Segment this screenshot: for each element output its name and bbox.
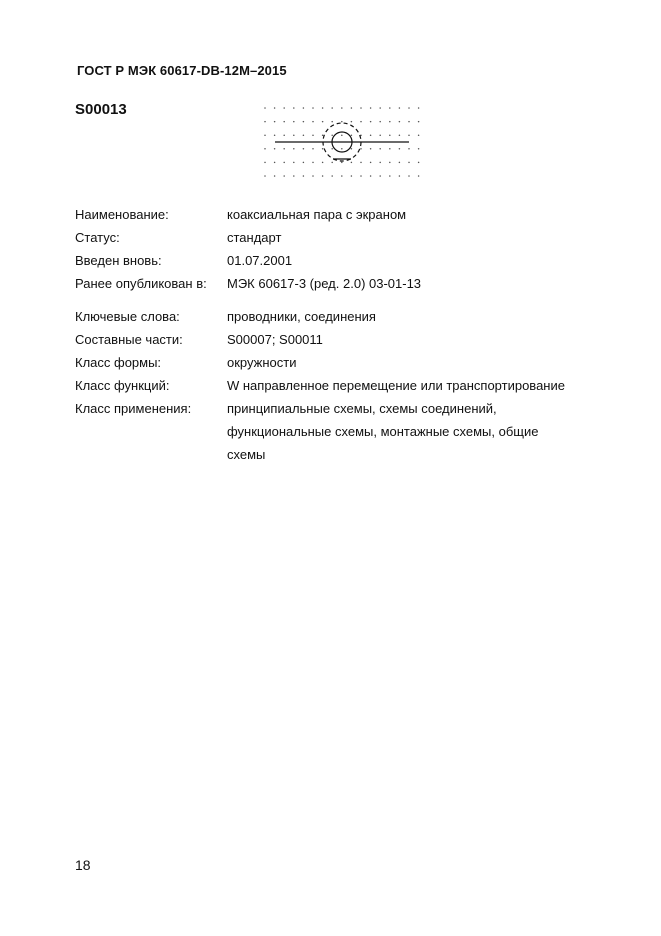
grid-dot	[331, 175, 333, 177]
grid-dot	[360, 162, 362, 164]
grid-dot	[293, 162, 295, 164]
field-label: Класс формы:	[75, 355, 162, 370]
grid-dot	[351, 134, 353, 136]
grid-dot	[322, 162, 324, 164]
grid-dot	[303, 107, 305, 109]
field-value: проводники, соединения	[227, 309, 376, 324]
document-header: ГОСТ Р МЭК 60617-DB-12M–2015	[77, 63, 287, 78]
grid-dot	[264, 121, 266, 123]
grid-dot	[283, 162, 285, 164]
grid-dot	[341, 121, 343, 123]
grid-dot	[351, 107, 353, 109]
grid-dot	[389, 148, 391, 150]
grid-dot	[379, 121, 381, 123]
field-value: 01.07.2001	[227, 253, 293, 268]
grid-dot	[379, 175, 381, 177]
grid-dot	[274, 162, 276, 164]
field-value: S00007; S00011	[227, 332, 323, 347]
grid-dot	[341, 148, 343, 150]
grid-dot	[322, 107, 324, 109]
field-label: Класс функций:	[75, 378, 170, 393]
symbol-code: S00013	[75, 101, 127, 118]
grid-dot	[418, 107, 420, 109]
grid-dot	[399, 107, 401, 109]
field-value: схемы	[227, 447, 266, 462]
grid-dot	[370, 121, 372, 123]
symbol-drawing	[275, 123, 409, 161]
grid-dot	[264, 162, 266, 164]
grid-dot	[274, 121, 276, 123]
grid-dot	[312, 148, 314, 150]
grid-dot	[418, 134, 420, 136]
grid-dot	[389, 107, 391, 109]
grid-dot	[360, 107, 362, 109]
grid-dot	[418, 175, 420, 177]
grid-dot	[283, 175, 285, 177]
grid-dot	[331, 134, 333, 136]
grid-dot	[389, 121, 391, 123]
field-label: Класс применения:	[75, 401, 192, 416]
grid-dot	[399, 162, 401, 164]
grid-dot	[322, 175, 324, 177]
grid-dot	[408, 107, 410, 109]
grid-dot	[408, 148, 410, 150]
field-label: Ключевые слова:	[75, 309, 180, 324]
grid-dot	[408, 134, 410, 136]
field-value: стандарт	[227, 230, 282, 245]
grid-dot	[370, 175, 372, 177]
grid-dot	[418, 162, 420, 164]
grid-dot	[264, 107, 266, 109]
grid-dot	[322, 148, 324, 150]
grid-dot	[370, 148, 372, 150]
grid-dot	[331, 148, 333, 150]
grid-dot	[293, 175, 295, 177]
grid-dot	[322, 134, 324, 136]
grid-dot	[293, 148, 295, 150]
grid-dot	[379, 134, 381, 136]
grid-dot	[341, 134, 343, 136]
grid-dot	[370, 162, 372, 164]
grid-dot	[312, 107, 314, 109]
grid-dot	[283, 148, 285, 150]
grid-dot	[399, 175, 401, 177]
grid-dot	[303, 134, 305, 136]
grid-dot	[351, 162, 353, 164]
grid-dot	[312, 121, 314, 123]
field-value: окружности	[227, 355, 297, 370]
grid-dot	[379, 148, 381, 150]
grid-dot	[389, 134, 391, 136]
grid-dot	[264, 134, 266, 136]
grid-dot	[408, 121, 410, 123]
field-label: Введен вновь:	[75, 253, 162, 268]
grid-dot	[303, 121, 305, 123]
grid-dot	[351, 175, 353, 177]
grid-dot	[274, 107, 276, 109]
grid-dot	[312, 175, 314, 177]
grid-dot	[312, 162, 314, 164]
grid-dot	[379, 107, 381, 109]
grid-dot	[283, 107, 285, 109]
field-label: Составные части:	[75, 332, 183, 347]
grid-dot	[293, 134, 295, 136]
grid-dot	[360, 121, 362, 123]
grid-dot	[418, 121, 420, 123]
grid-dot	[399, 121, 401, 123]
grid-dot	[370, 134, 372, 136]
grid-dot	[331, 162, 333, 164]
grid-dot	[379, 162, 381, 164]
field-value: функциональные схемы, монтажные схемы, общие	[227, 424, 539, 439]
grid-dot	[418, 148, 420, 150]
grid-dot	[360, 148, 362, 150]
grid-dot	[341, 162, 343, 164]
field-label: Ранее опубликован в:	[75, 276, 207, 291]
field-value: W направленное перемещение или транспортирование	[227, 378, 565, 393]
grid-dot	[303, 148, 305, 150]
page-number: 18	[75, 857, 91, 873]
grid-dot	[274, 134, 276, 136]
grid-dot	[264, 148, 266, 150]
grid-dot	[331, 121, 333, 123]
grid-dot	[331, 107, 333, 109]
field-value: МЭК 60617-3 (ред. 2.0) 03-01-13	[227, 276, 422, 291]
grid-dot	[351, 148, 353, 150]
grid-dot	[408, 175, 410, 177]
grid-dot	[322, 121, 324, 123]
grid-dot	[293, 121, 295, 123]
grid-dot	[399, 134, 401, 136]
field-value: принципиальные схемы, схемы соединений,	[227, 401, 497, 416]
field-value: коаксиальная пара с экраном	[227, 207, 407, 222]
grid-dot	[274, 175, 276, 177]
grid-dot	[341, 175, 343, 177]
grid-dot	[399, 148, 401, 150]
grid-dot	[389, 175, 391, 177]
grid-dot	[303, 175, 305, 177]
grid-dot	[351, 121, 353, 123]
grid-dot	[370, 107, 372, 109]
grid-dot	[303, 162, 305, 164]
grid-dot	[389, 162, 391, 164]
field-label: Статус:	[75, 230, 120, 245]
grid-dot	[283, 134, 285, 136]
grid-dot	[312, 134, 314, 136]
field-label: Наименование:	[75, 207, 169, 222]
grid-dot	[341, 107, 343, 109]
grid-dot	[274, 148, 276, 150]
grid-dot	[408, 162, 410, 164]
grid-dot	[293, 107, 295, 109]
grid-dot	[264, 175, 266, 177]
coaxial-pair-symbol	[257, 103, 427, 181]
grid-dot	[360, 175, 362, 177]
grid-dot	[283, 121, 285, 123]
